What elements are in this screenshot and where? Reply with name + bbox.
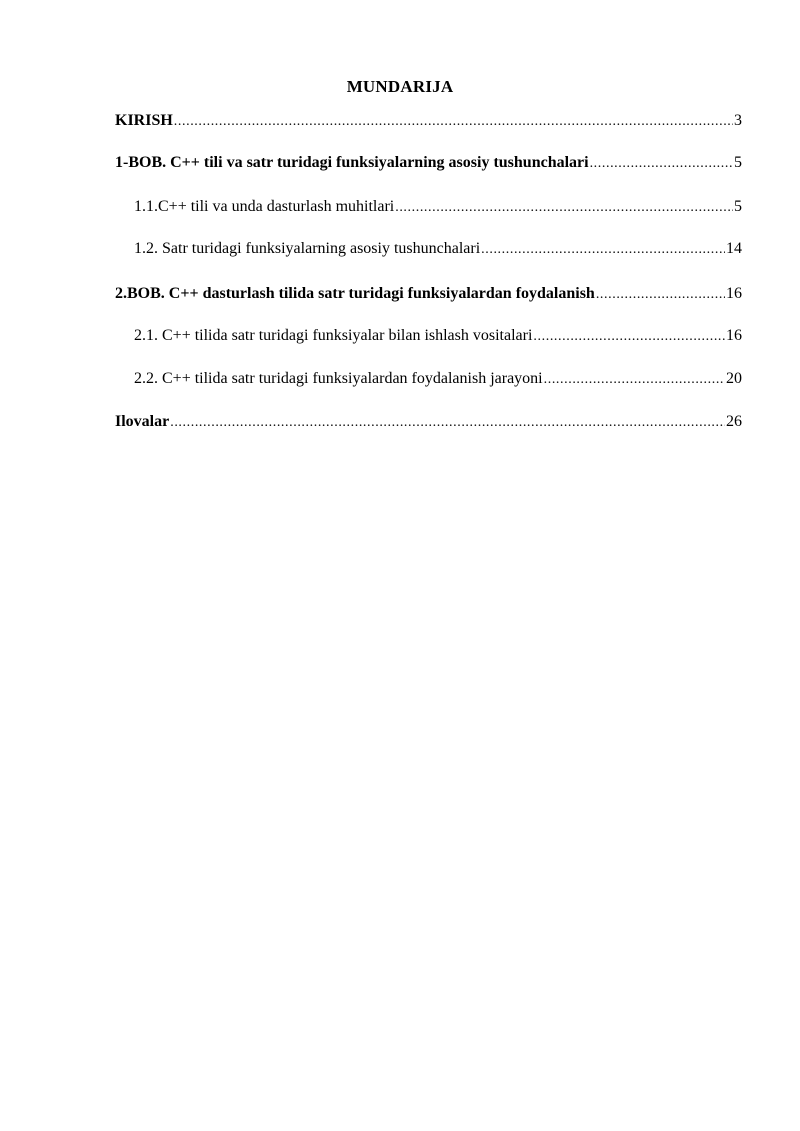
toc-page-number: 5	[734, 198, 742, 215]
toc-entry-label: 1.1.C++ tili va unda dasturlash muhitlari	[134, 198, 395, 215]
toc-entry-ilovalar[interactable]	[115, 411, 742, 433]
dot-leader	[174, 111, 733, 133]
dot-leader	[170, 412, 725, 434]
toc-entry-chapter-1[interactable]	[115, 152, 742, 174]
dot-leader	[590, 153, 733, 175]
toc-entry-label: 2.BOB. C++ dasturlash tilida satr turidagi funksiyalardan foydalanish	[115, 285, 595, 302]
toc-entry-section-2-2[interactable]	[134, 368, 742, 390]
dot-leader	[395, 197, 733, 219]
toc-entry-section-1-2[interactable]	[134, 238, 742, 260]
toc-page-number: 14	[726, 240, 742, 257]
toc-page-number: 16	[726, 285, 742, 302]
dot-leader	[533, 326, 725, 348]
toc-page-number: 26	[726, 413, 742, 430]
toc-entry-section-1-1[interactable]	[134, 196, 742, 218]
toc-entry-section-2-1[interactable]	[134, 325, 742, 347]
toc-entry-label: Ilovalar	[115, 413, 170, 430]
toc-page-number: 20	[726, 370, 742, 387]
toc-entry-label: 1.2. Satr turidagi funksiyalarning asosiy tushunchalari	[134, 240, 481, 257]
toc-entry-label: 2.2. C++ tilida satr turidagi funksiyalardan foydalanish jarayoni	[134, 370, 543, 387]
dot-leader	[544, 369, 725, 391]
toc-page-number: 5	[734, 154, 742, 171]
toc-entry-label: 1-BOB. C++ tili va satr turidagi funksiyalarning asosiy tushunchalari	[115, 154, 589, 171]
dot-leader	[596, 284, 725, 306]
toc-page-number: 16	[726, 327, 742, 344]
dot-leader	[481, 239, 725, 261]
toc-page-number: 3	[734, 112, 742, 129]
toc-entry-kirish[interactable]	[115, 110, 742, 132]
toc-entry-label: 2.1. C++ tilida satr turidagi funksiyalar bilan ishlash vositalari	[134, 327, 533, 344]
toc-entry-label: KIRISH	[115, 112, 173, 129]
toc-entry-chapter-2[interactable]	[115, 283, 742, 305]
toc-title: MUNDARIJA	[346, 77, 454, 96]
